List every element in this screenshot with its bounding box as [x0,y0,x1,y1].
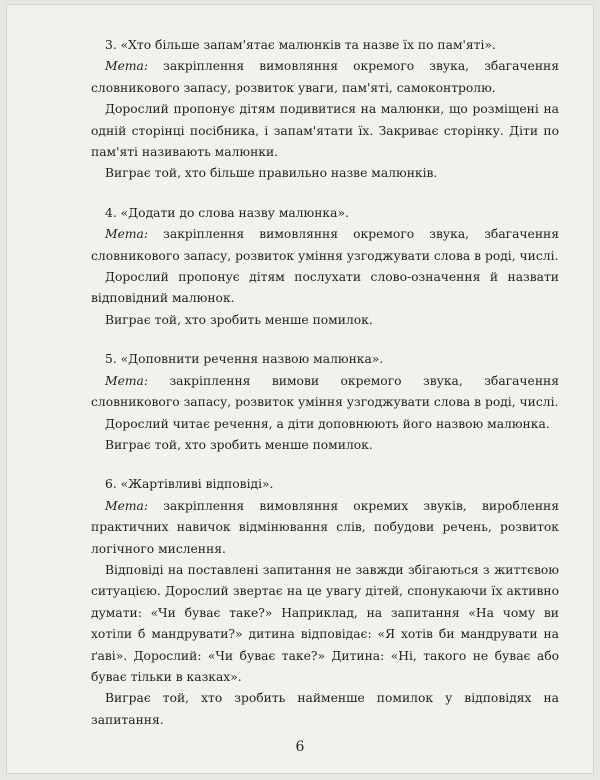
goal-text: закріплення вимовляння окремих звуків, вироблення практичних навичок відмінювання слів, побудови речень, розвиток логічного мислення. [91,498,559,556]
body-paragraph: Виграє той, хто зробить найменше помилок у відповідях на запитання. [91,691,559,727]
goal-paragraph [91,371,559,414]
goal-text: закріплення вимови окремого звука, збагачення словникового запасу, розвиток уміння узгоджувати слова в роді, числі. [91,373,559,410]
body-paragraph: Виграє той, хто зробить менше помилок. [105,437,373,452]
goal-label: Мета: [105,227,149,242]
goal-text: закріплення вимовляння окремого звука, збагачення словникового запасу, розвиток уміння узгоджувати слова в роді, числі. [91,227,559,263]
section-title: 5. «Доповнити речення назвою малюнка». [105,352,384,367]
body-paragraph: Виграє той, хто зробить менше помилок. [105,312,373,327]
book-page [6,4,594,774]
game-section-4 [91,203,559,331]
goal-text: закріплення вимовляння окремого звука, збагачення словникового запасу, розвиток уваги, пам'яті, самоконтролю. [91,59,559,95]
goal-paragraph [91,224,559,267]
body-paragraph: Відповіді на поставлені запитання не завжди збігаються з життєвою ситуацією. Дорослий звертає на це увагу дітей, спонукаючи їх активно думати: «Чи буває таке?» Наприклад, на запитання «На чому ви хотіли б мандрувати?» дитина відповідає: «Я хотів би мандрувати на ґаві». Дорослий: «Чи буває таке?» Дитина: «Ні, такого не буває або буває тільки в казках». [91,562,559,684]
body-paragraph: Виграє той, хто більше правильно назве малюнків. [105,166,438,181]
goal-label: Мета: [105,59,149,74]
goal-label: Мета: [105,373,149,388]
page-content [91,35,559,749]
section-title: 6. «Жартівливі відповіді». [105,477,274,492]
goal-label: Мета: [105,498,149,513]
goal-paragraph [91,56,559,99]
section-title: 3. «Хто більше запам'ятає малюнків та назве їх по пам'яті». [105,38,496,52]
body-paragraph: Дорослий пропонує дітям подивитися на малюнки, що розміщені на одній сторінці посібника, і запам'ятати їх. Закриває сторінку. Діти по пам'яті називають малюнки. [91,102,559,160]
page-number: 6 [295,739,305,755]
body-paragraph: Дорослий пропонує дітям послухати слово-означення й назвати відповідний малюнок. [91,270,559,306]
goal-paragraph [91,496,559,560]
body-paragraph: Дорослий читає речення, а діти доповнюють його назвою малюнка. [105,416,550,431]
game-section-5 [91,349,559,456]
game-section-3 [91,35,559,185]
game-section-6 [91,474,559,731]
section-title: 4. «Додати до слова назву малюнка». [105,205,349,220]
